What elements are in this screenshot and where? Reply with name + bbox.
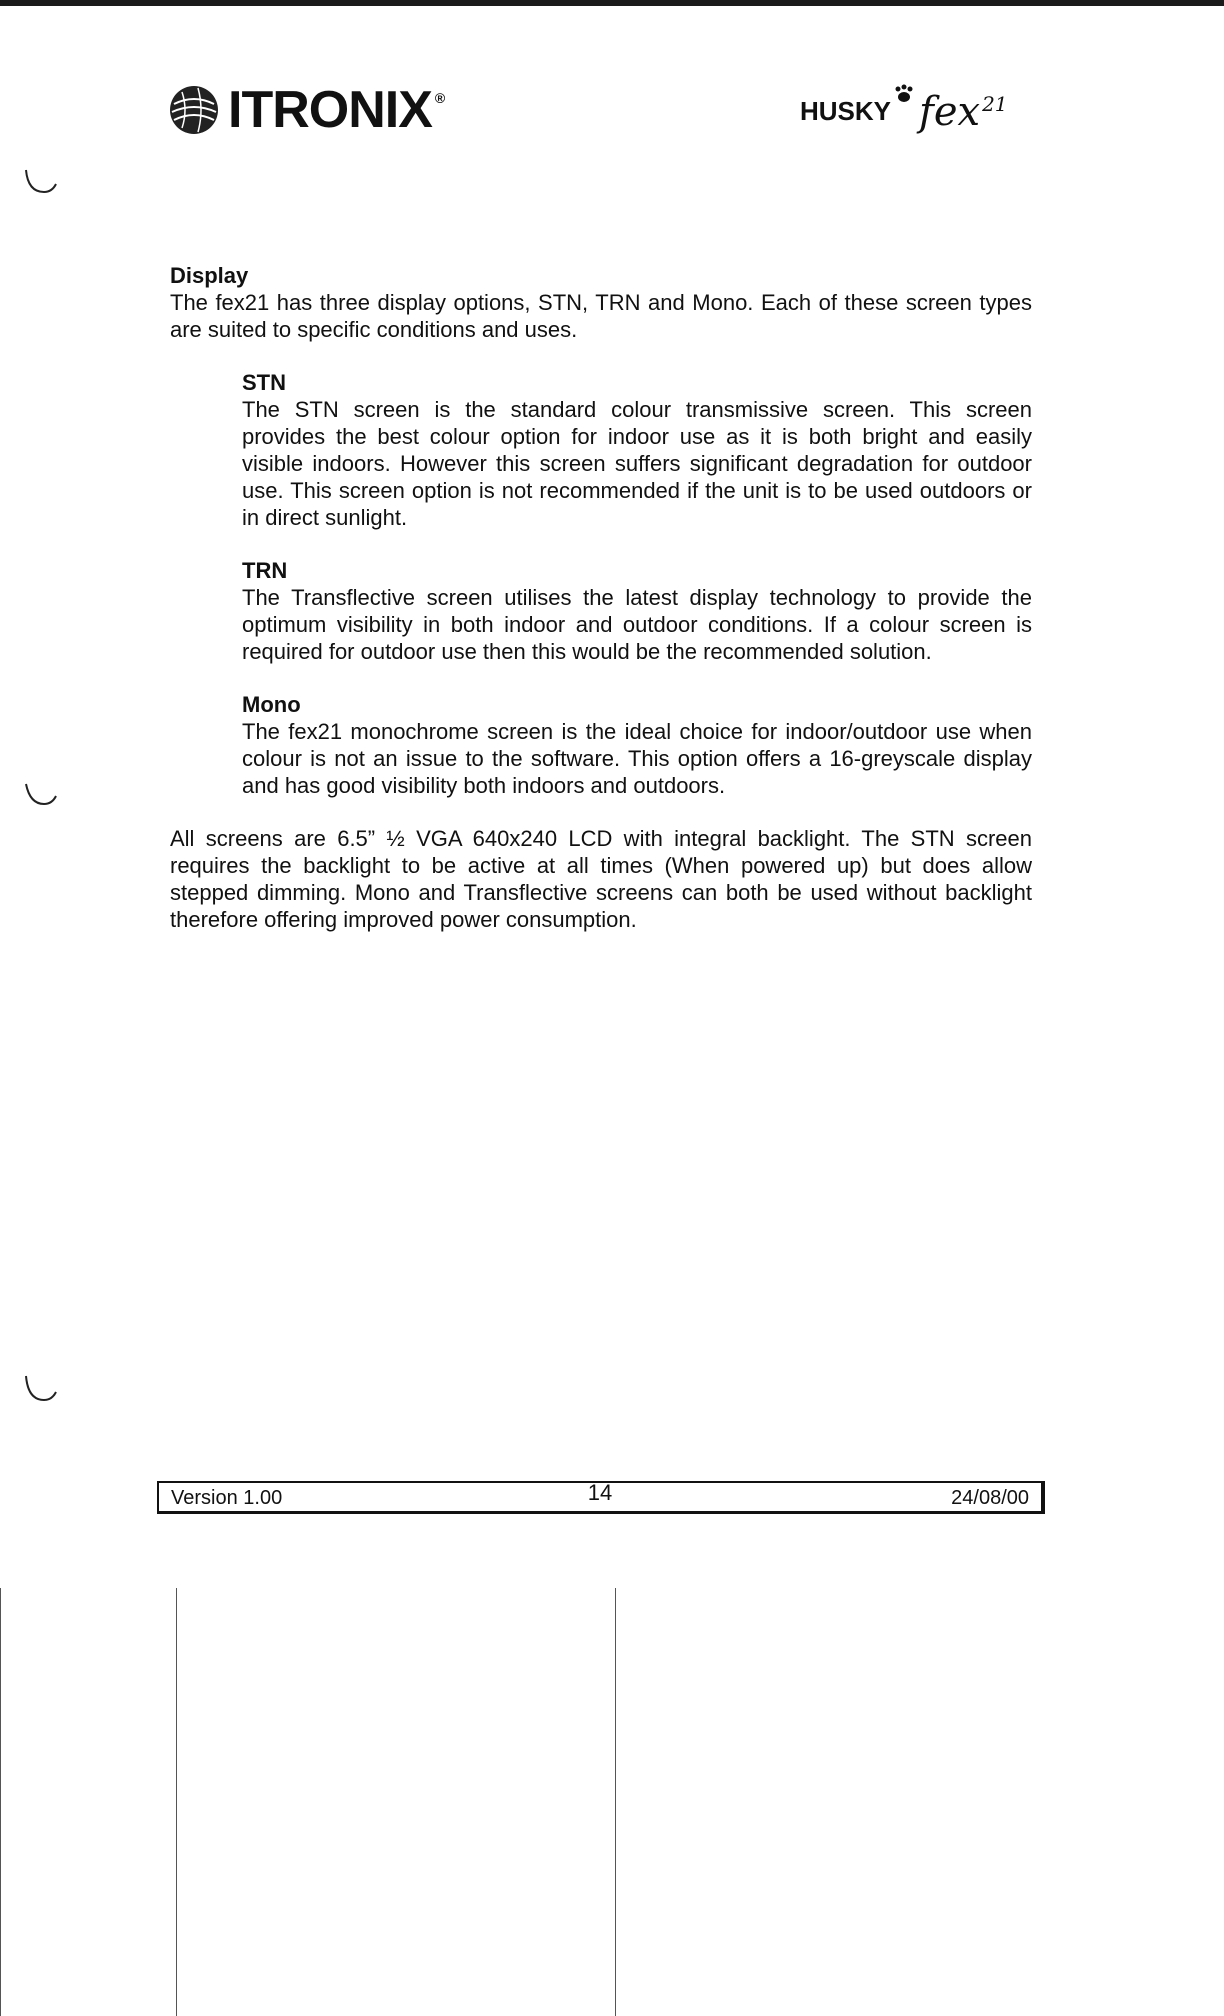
scan-fold-line <box>176 1588 177 2016</box>
display-section <box>170 262 1032 933</box>
itronix-globe-icon <box>168 84 220 136</box>
husky-fex21-logo <box>800 78 1008 138</box>
footer-version: Version 1.00 <box>171 1487 283 1509</box>
top-border <box>0 0 1224 6</box>
model-number: 21 <box>982 92 1008 116</box>
option-title: STN <box>242 370 286 395</box>
binder-hole-mark <box>22 1372 58 1408</box>
option-stn <box>242 369 1032 531</box>
section-intro: The fex21 has three display options, STN, TRN and Mono. Each of these screen types are suited to specific conditions and uses. <box>170 290 1032 342</box>
husky-wordmark: HUSKY <box>800 96 892 126</box>
binder-hole-mark <box>22 776 58 812</box>
option-title: Mono <box>242 692 301 717</box>
option-body: The fex21 monochrome screen is the ideal choice for indoor/outdoor use when colour is not an issue to the software. This option offers a 16-greyscale display and has good visibility both indoors and outdoors. <box>242 719 1032 798</box>
option-mono <box>242 691 1032 799</box>
section-summary: All screens are 6.5” ½ VGA 640x240 LCD with integral backlight. The STN screen requires the backlight to be active at all times (When powered up) but does allow stepped dimming. Mono and Transflective screens can both be used without backlight therefore offering improved power consumption. <box>170 826 1032 932</box>
itronix-logo <box>168 82 445 138</box>
option-trn <box>242 557 1032 665</box>
scan-edge-line <box>0 1588 1 2016</box>
footer-date: 24/08/00 <box>951 1487 1029 1509</box>
registered-mark: ® <box>434 90 446 106</box>
option-title: TRN <box>242 558 288 583</box>
option-body: The STN screen is the standard colour transmissive screen. This screen provides the best colour option for indoor use as it is both bright and easily visible indoors. However this screen suffers significant degradation for outdoor use. This screen option is not recommended if the unit is to be used outdoors or in direct sunlight. <box>242 397 1032 530</box>
scan-fold-line <box>615 1588 616 2016</box>
paw-prints-icon <box>893 84 915 106</box>
section-title: Display <box>170 263 249 288</box>
itronix-wordmark: ITRONIX <box>228 81 432 139</box>
option-body: The Transflective screen utilises the latest display technology to provide the optimum visibility in both indoor and outdoor conditions. If a colour screen is required for outdoor use then this would be the recommended solution. <box>242 585 1032 664</box>
page-footer <box>157 1481 1045 1514</box>
binder-hole-mark <box>22 164 58 200</box>
fex-wordmark: fex <box>919 89 981 135</box>
footer-page-number: 14 <box>587 1480 613 1505</box>
